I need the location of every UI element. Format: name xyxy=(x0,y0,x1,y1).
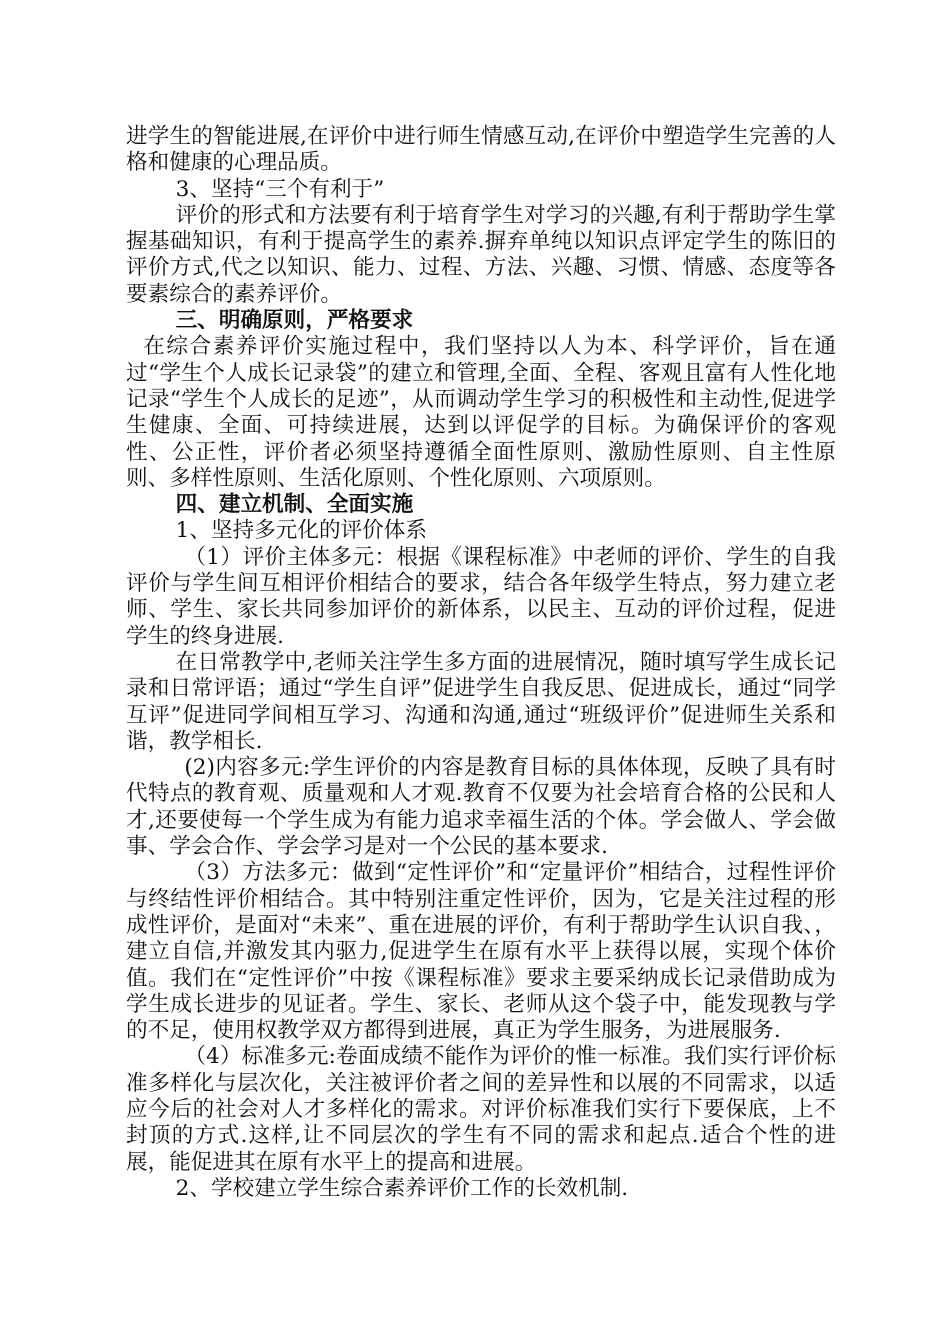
section-heading-mechanism: 四、建立机制、全面实施 xyxy=(175,492,414,518)
paragraph-principles: 在综合素养评价实施过程中，我们坚持以人为本、科学评价，旨在通过“学生个人成长记录袋”的建立和管理,全面、全程、客观且富有人性化地记录“学生个人成长的足迹”，从而调动学生学习的积极性和主动性,促进学生健康、全面、可持续进展，达到以评促学的目标。为确保评价的客观性、公正性，评价者必须坚持遵循全面性原则、激励性原则、自主性原则、多样性原则、生活化原则、个性化原则、六项原则。 xyxy=(126,334,836,491)
paragraph-diverse-content: (2)内容多元:学生评价的内容是教育目标的具体体现，反映了具有时代特点的教育观、质量观和人才观.教育不仅要为社会培育合格的公民和人才,还要使每一个学生成为有能力追求幸福生活的个体。学会做人、学会做事、学会合作、学会学习是对一个公民的基本要求. xyxy=(126,755,836,860)
paragraph-evaluation-form: 评价的形式和方法要有利于培育学生对学习的兴趣,有利于帮助学生掌握基础知识，有利于提高学生的素养.摒弃单纯以知识点评定学生的陈旧的评价方式,代之以知识、能力、过程、方法、兴趣、习惯、情感、态度等各要素综合的素养评价。 xyxy=(126,202,836,307)
paragraph-continuation: 进学生的智能进展,在评价中进行师生情感互动,在评价中塑造学生完善的人格和健康的心理品质。 xyxy=(126,124,836,176)
section-heading-principles: 三、明确原则，严格要求 xyxy=(175,308,414,334)
paragraph-diverse-subjects: （1）评价主体多元：根据《课程标准》中老师的评价、学生的自我评价与学生间互相评价相结合的要求，结合各年级学生特点，努力建立老师、学生、家长共同参加评价的新体系，以民主、互动的评价过程，促进学生的终身进展. xyxy=(126,544,836,649)
subheading-three-benefits: 3、坚持“三个有利于” xyxy=(175,176,385,202)
paragraph-daily-teaching: 在日常教学中,老师关注学生多方面的进展情况，随时填写学生成长记录和日常评语；通过“学生自评”促进学生自我反思、促进成长，通过“同学互评”促进同学间相互学习、沟通和沟通,通过“班级评价”促进师生关系和谐，教学相长. xyxy=(126,649,836,754)
paragraph-diverse-methods: （3）方法多元：做到“定性评价”和“定量评价”相结合，过程性评价与终结性评价相结合。其中特别注重定性评价，因为，它是关注过程的形成性评价，是面对“未来”、重在进展的评价，有利于帮助学生认识自我、，建立自信,并激发其内驱力,促进学生在原有水平上获得以展，实现个体价值。我们在“定性评价”中按《课程标准》要求主要采纳成长记录借助成为学生成长进步的见证者。学生、家长、老师从这个袋子中，能发现教与学的不足，使用权教学双方都得到进展，真正为学生服务，为进展服务. xyxy=(126,860,836,1044)
subheading-diverse-system: 1、坚持多元化的评价体系 xyxy=(175,518,427,544)
subheading-long-term-mechanism: 2、学校建立学生综合素养评价工作的长效机制. xyxy=(175,1175,629,1201)
document-page xyxy=(126,124,836,1202)
paragraph-diverse-standards: （4）标准多元:卷面成绩不能作为评价的惟一标准。我们实行评价标准多样化与层次化，关注被评价者之间的差异性和以展的不同需求，以适应今后的社会对人才多样化的需求。对评价标准我们实行下要保底，上不封顶的方式.这样,让不同层次的学生有不同的需求和起点.适合个性的进展，能促进其在原有水平上的提高和进展。 xyxy=(126,1044,836,1175)
